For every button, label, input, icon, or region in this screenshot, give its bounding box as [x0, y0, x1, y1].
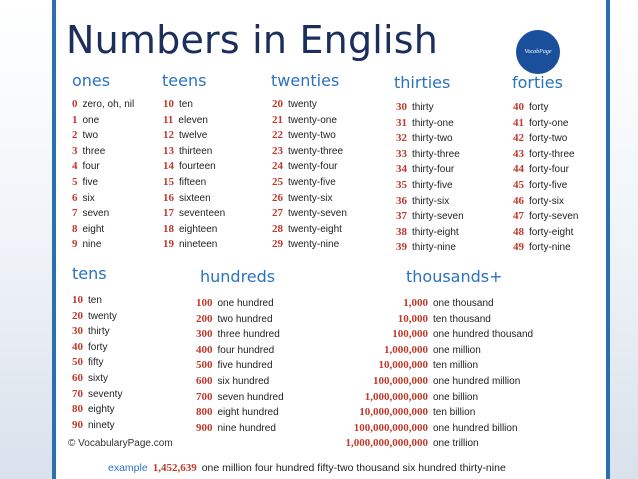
- teens-item: [163, 191, 225, 207]
- hundreds-item: [196, 358, 284, 374]
- number-word: forty-nine: [529, 242, 571, 254]
- number-word: twenty-eight: [288, 223, 342, 235]
- number-word: forty-eight: [529, 226, 574, 238]
- number-word: fifty: [88, 357, 104, 369]
- teens-item: [163, 113, 225, 129]
- number-word: eighty: [88, 404, 115, 416]
- number-word: ninety: [88, 419, 115, 431]
- number-word: ten million: [433, 360, 479, 372]
- hundreds-item: [196, 296, 284, 312]
- numeral: 37: [396, 210, 407, 223]
- numeral: 9: [72, 238, 78, 251]
- number-word: three: [82, 145, 106, 157]
- number-word: five: [82, 176, 99, 188]
- example-words: one million four hundred fifty-two thousand six hundred thirty-nine: [201, 462, 506, 474]
- numeral: 45: [513, 178, 524, 191]
- forties-item: [513, 194, 578, 210]
- thirties-item: [396, 225, 464, 241]
- numeral: 10,000,000,000: [359, 406, 428, 419]
- number-word: twenty-six: [288, 192, 333, 204]
- numeral: 12: [163, 129, 174, 142]
- thirties-item: [396, 178, 464, 194]
- number-word: seven hundred: [217, 391, 284, 403]
- numeral: 30: [396, 101, 407, 113]
- hundreds-item: [196, 327, 284, 343]
- number-word: fifteen: [179, 176, 207, 188]
- thirties-item: [396, 147, 464, 163]
- thousands-item: [332, 343, 533, 359]
- number-word: twenty-nine: [288, 239, 340, 251]
- numeral: 50: [72, 356, 83, 369]
- number-word: seven: [82, 208, 110, 220]
- numeral: 40: [72, 340, 83, 353]
- number-word: one: [82, 114, 100, 126]
- numeral: 800: [196, 406, 213, 419]
- numeral: 10,000,000: [378, 359, 428, 372]
- numeral: 700: [196, 390, 213, 403]
- thirties-item: [396, 100, 464, 116]
- number-word: one hundred: [217, 298, 274, 309]
- teens-item: [163, 237, 225, 253]
- tens-item: [72, 324, 122, 340]
- vocabpage-logo-badge: VocabPage: [516, 30, 560, 74]
- number-word: one hundred thousand: [433, 329, 534, 341]
- forties-item: [513, 162, 578, 178]
- numeral: 1,000: [403, 297, 428, 309]
- numeral: 21: [272, 113, 283, 126]
- numeral: 1,000,000,000: [364, 390, 428, 403]
- numeral: 42: [513, 132, 524, 145]
- ones-item: [72, 222, 134, 238]
- number-word: six: [82, 192, 95, 204]
- twenties-item: [272, 128, 347, 144]
- example-number: 1,452,639: [152, 462, 197, 474]
- number-word: one hundred million: [433, 375, 521, 387]
- ones-item: [72, 97, 134, 113]
- thousands-item: [332, 405, 533, 421]
- ones-item: [72, 175, 134, 191]
- thousands-item: [332, 312, 533, 328]
- numeral: 90: [72, 418, 83, 431]
- thousands-item: [332, 390, 533, 406]
- numeral: 100: [196, 297, 213, 309]
- numeral: 25: [272, 175, 283, 188]
- teens-item: [163, 222, 225, 238]
- number-word: forty: [529, 102, 549, 113]
- numeral: 100,000: [392, 328, 428, 341]
- header-ones: ones: [72, 71, 111, 90]
- numeral: 14: [163, 160, 174, 173]
- ones-item: [72, 159, 134, 175]
- tens-item: [72, 402, 122, 418]
- number-word: forty-one: [529, 117, 569, 129]
- hundreds-item: [196, 343, 284, 359]
- tens-item: [72, 340, 122, 356]
- header-thirties: thirties: [394, 73, 451, 92]
- hundreds-item: [196, 374, 284, 390]
- thirties-item: [396, 209, 464, 225]
- example-label: example: [108, 462, 148, 474]
- numeral: 100,000,000: [373, 374, 428, 387]
- numeral: 10,000: [397, 312, 428, 325]
- number-word: twenty: [288, 99, 317, 110]
- number-word: forty-two: [529, 133, 568, 145]
- ones-item: [72, 144, 134, 160]
- copyright-text: © VocabularyPage.com: [68, 438, 173, 449]
- number-word: eleven: [178, 114, 208, 126]
- number-word: seventeen: [179, 208, 226, 220]
- thirties-item: [396, 131, 464, 147]
- number-word: twenty-three: [288, 145, 344, 157]
- numeral: 4: [72, 160, 78, 173]
- ones-item: [72, 237, 134, 253]
- number-word: nine hundred: [217, 422, 276, 434]
- twenties-item: [272, 97, 347, 113]
- teens-item: [163, 175, 225, 191]
- number-word: sixteen: [179, 192, 211, 204]
- ones-item: [72, 206, 134, 222]
- number-word: ten thousand: [433, 313, 491, 325]
- numeral: 11: [163, 113, 174, 126]
- forties-item: [513, 178, 578, 194]
- numeral: 40: [513, 101, 524, 113]
- numeral: 200: [196, 312, 213, 325]
- forties-item: [513, 240, 578, 256]
- numeral: 13: [163, 144, 174, 157]
- numeral: 48: [513, 225, 524, 238]
- number-word: ten: [88, 295, 102, 306]
- numeral: 43: [513, 147, 524, 160]
- number-word: thirty-eight: [412, 226, 459, 238]
- thousands-item: [332, 358, 533, 374]
- forties-list: [513, 100, 578, 256]
- twenties-item: [272, 113, 347, 129]
- number-word: one billion: [433, 391, 479, 403]
- numeral: 600: [196, 374, 213, 387]
- thirties-list: [396, 100, 464, 256]
- thousands-list: [332, 296, 533, 452]
- numeral: 26: [272, 191, 283, 204]
- number-word: six hundred: [217, 375, 270, 387]
- number-word: five hundred: [217, 360, 273, 372]
- teens-item: [163, 97, 225, 113]
- numeral: 38: [396, 225, 407, 238]
- numeral: 300: [196, 328, 213, 341]
- numeral: 22: [272, 129, 283, 142]
- number-word: eight: [82, 223, 105, 235]
- numeral: 100,000,000,000: [353, 421, 428, 434]
- header-tens: tens: [72, 264, 107, 283]
- twenties-item: [272, 159, 347, 175]
- tens-item: [72, 355, 122, 371]
- number-word: four hundred: [217, 344, 275, 356]
- number-word: eighteen: [179, 223, 218, 235]
- numeral: 28: [272, 222, 283, 235]
- numeral: 400: [196, 343, 213, 356]
- thousands-item: [332, 374, 533, 390]
- page-title: Numbers in English: [66, 18, 439, 62]
- numeral: 35: [396, 178, 407, 191]
- numeral: 70: [72, 387, 83, 400]
- numeral: 3: [72, 144, 78, 157]
- teens-item: [163, 159, 225, 175]
- thousands-item: [332, 296, 533, 312]
- forties-item: [513, 209, 578, 225]
- numeral: 900: [196, 421, 213, 434]
- number-word: eight hundred: [217, 407, 279, 419]
- number-word: thirteen: [179, 145, 213, 157]
- number-word: nineteen: [179, 239, 218, 251]
- numeral: 0: [72, 98, 78, 110]
- number-word: forty-five: [529, 179, 568, 191]
- number-word: thirty-seven: [412, 211, 464, 223]
- numeral: 44: [513, 163, 524, 176]
- teens-list: [163, 97, 225, 253]
- numeral: 2: [72, 129, 78, 142]
- ones-item: [72, 113, 134, 129]
- forties-item: [513, 225, 578, 241]
- numeral: 30: [72, 325, 83, 338]
- numeral: 29: [272, 238, 283, 251]
- tens-item: [72, 309, 122, 325]
- number-word: thirty-three: [412, 148, 460, 160]
- number-word: one million: [433, 344, 481, 356]
- number-word: forty: [88, 341, 108, 353]
- numeral: 46: [513, 194, 524, 207]
- thousands-item: [332, 421, 533, 437]
- twenties-item: [272, 191, 347, 207]
- ones-item: [72, 191, 134, 207]
- numeral: 32: [396, 132, 407, 145]
- number-word: one hundred billion: [433, 422, 518, 434]
- number-word: thirty-one: [412, 117, 454, 129]
- number-word: zero, oh, nil: [82, 99, 135, 110]
- numeral: 20: [72, 309, 83, 322]
- number-word: forty-three: [529, 148, 575, 160]
- number-word: thirty-two: [412, 133, 453, 145]
- number-word: sixty: [88, 372, 108, 384]
- number-word: thirty-five: [412, 179, 453, 191]
- tens-list: [72, 293, 122, 433]
- number-word: three hundred: [217, 329, 280, 341]
- numeral: 5: [72, 175, 78, 188]
- number-word: fourteen: [179, 161, 216, 173]
- forties-item: [513, 131, 578, 147]
- number-word: thirty: [412, 102, 434, 113]
- tens-item: [72, 371, 122, 387]
- header-teens: teens: [162, 71, 207, 90]
- number-word: twelve: [179, 130, 208, 142]
- numeral: 17: [163, 207, 174, 220]
- numeral: 33: [396, 147, 407, 160]
- twenties-item: [272, 237, 347, 253]
- header-twenties: twenties: [271, 71, 340, 90]
- number-word: nine: [82, 239, 102, 251]
- thirties-item: [396, 194, 464, 210]
- hundreds-item: [196, 421, 284, 437]
- ones-list: [72, 97, 134, 253]
- thousands-item: [332, 436, 533, 452]
- numeral: 27: [272, 207, 283, 220]
- thirties-item: [396, 162, 464, 178]
- header-hundreds: hundreds: [200, 267, 276, 286]
- thirties-item: [396, 240, 464, 256]
- number-word: twenty-seven: [288, 208, 347, 220]
- numeral: 500: [196, 359, 213, 372]
- number-word: forty-four: [529, 164, 570, 176]
- teens-item: [163, 128, 225, 144]
- numeral: 16: [163, 191, 174, 204]
- number-word: twenty-one: [288, 114, 337, 126]
- number-word: one thousand: [433, 298, 494, 309]
- numeral: 18: [163, 222, 174, 235]
- thirties-item: [396, 116, 464, 132]
- example-line: [108, 462, 506, 474]
- number-word: forty-seven: [529, 211, 579, 223]
- hundreds-item: [196, 390, 284, 406]
- number-word: thirty-nine: [412, 242, 456, 254]
- numeral: 80: [72, 403, 83, 416]
- numeral: 24: [272, 160, 283, 173]
- number-word: one trillion: [433, 438, 479, 450]
- numeral: 6: [72, 191, 78, 204]
- thousands-item: [332, 327, 533, 343]
- number-word: ten billion: [433, 407, 476, 419]
- number-word: thirty-six: [412, 195, 450, 207]
- number-word: two: [82, 130, 99, 142]
- hundreds-item: [196, 312, 284, 328]
- twenties-item: [272, 175, 347, 191]
- number-word: twenty-four: [288, 161, 338, 173]
- forties-item: [513, 147, 578, 163]
- numeral: 1: [72, 113, 78, 126]
- numeral: 31: [396, 116, 407, 129]
- numeral: 10: [163, 98, 174, 110]
- number-word: thirty-four: [412, 164, 455, 176]
- tens-item: [72, 418, 122, 434]
- numeral: 19: [163, 238, 174, 251]
- numeral: 20: [272, 98, 283, 110]
- numeral: 23: [272, 144, 283, 157]
- forties-item: [513, 116, 578, 132]
- twenties-item: [272, 144, 347, 160]
- numeral: 10: [72, 294, 83, 306]
- header-thousands: thousands+: [406, 267, 503, 286]
- numeral: 7: [72, 207, 78, 220]
- twenties-item: [272, 222, 347, 238]
- numeral: 41: [513, 116, 524, 129]
- number-word: two hundred: [217, 313, 273, 325]
- number-word: thirty: [88, 326, 110, 338]
- numeral: 34: [396, 163, 407, 176]
- number-word: twenty-five: [288, 176, 336, 188]
- numeral: 60: [72, 371, 83, 384]
- numeral: 39: [396, 241, 407, 254]
- ones-item: [72, 128, 134, 144]
- twenties-item: [272, 206, 347, 222]
- numeral: 47: [513, 210, 524, 223]
- teens-item: [163, 144, 225, 160]
- number-word: twenty-two: [288, 130, 336, 142]
- header-forties: forties: [512, 73, 563, 92]
- numeral: 1,000,000,000,000: [345, 437, 428, 450]
- number-word: four: [82, 161, 100, 173]
- numeral: 49: [513, 241, 524, 254]
- hundreds-item: [196, 405, 284, 421]
- number-word: forty-six: [529, 195, 564, 207]
- number-word: ten: [179, 99, 193, 110]
- number-word: twenty: [88, 310, 117, 322]
- twenties-list: [272, 97, 347, 253]
- tens-item: [72, 387, 122, 403]
- tens-item: [72, 293, 122, 309]
- number-word: seventy: [88, 388, 123, 400]
- numeral: 15: [163, 175, 174, 188]
- hundreds-list: [196, 296, 284, 436]
- numeral: 8: [72, 222, 78, 235]
- forties-item: [513, 100, 578, 116]
- numeral: 36: [396, 194, 407, 207]
- teens-item: [163, 206, 225, 222]
- numeral: 1,000,000: [384, 343, 428, 356]
